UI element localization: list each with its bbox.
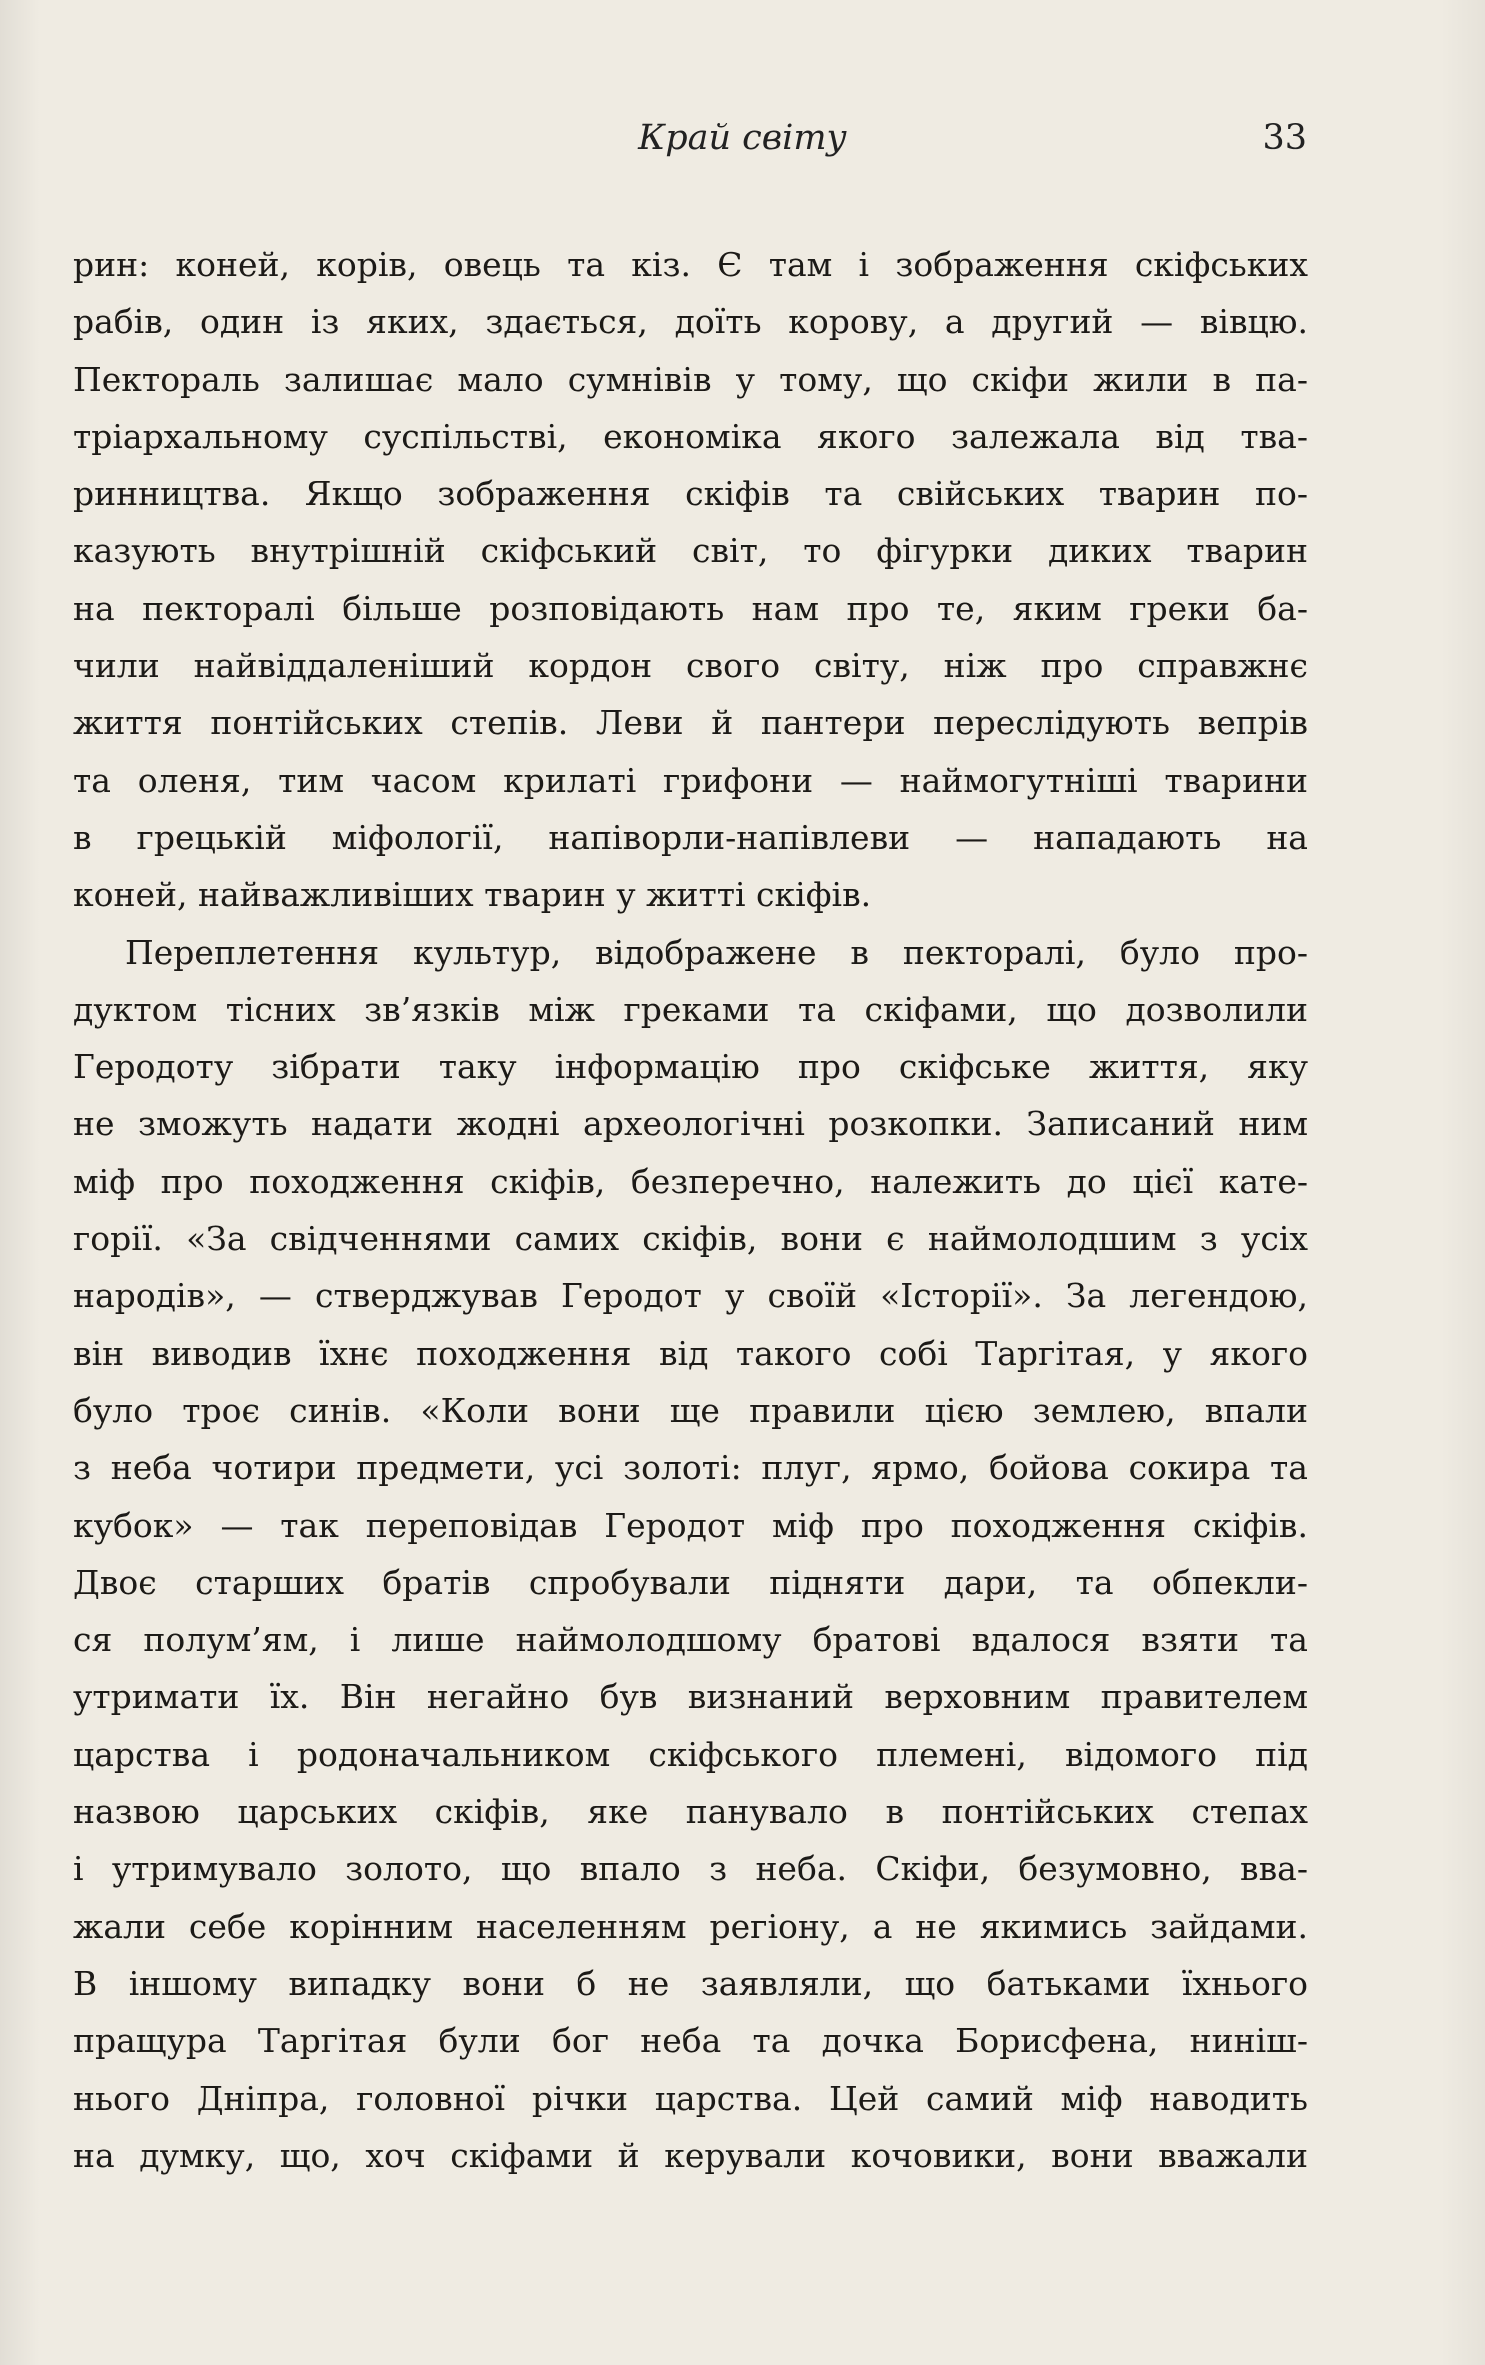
running-head: [0, 108, 1485, 168]
text-line: Пектораль залишає мало сумнівів у тому, що скіфи жили в па-: [73, 359, 1308, 399]
text-line: жали себе корінним населенням регіону, а не якимись зайдами.: [73, 1906, 1308, 1946]
text-line: ринництва. Якщо зображення скіфів та свійських тварин по-: [73, 474, 1308, 514]
text-line: рин: коней, корів, овець та кіз. Є там і зображення скіфських: [73, 245, 1308, 284]
text-line: і утримувало золото, що впало з неба. Скіфи, безумовно, вва-: [73, 1849, 1308, 1889]
text-line: він виводив їхнє походження від такого собі Таргітая, у якого: [73, 1333, 1308, 1373]
text-line: В іншому випадку вони б не заявляли, що батьками їхнього: [73, 1963, 1308, 2003]
text-line: ся полум’ям, і лише наймолодшому братові вдалося взяти та: [73, 1620, 1308, 1660]
text-line: казують внутрішній скіфський світ, то фігурки диких тварин: [73, 531, 1308, 571]
text-line: на пекторалі більше розповідають нам про те, яким греки ба-: [73, 588, 1308, 628]
text-line: чили найвіддаленіший кордон свого світу, ніж про справжнє: [73, 646, 1308, 686]
text-line: міф про походження скіфів, безперечно, належить до цієї кате-: [73, 1161, 1308, 1201]
text-line: Двоє старших братів спробували підняти дари, та обпекли-: [73, 1562, 1308, 1602]
text-line: було троє синів. «Коли вони ще правили цією землею, впали: [73, 1390, 1308, 1430]
text-line: горії. «За свідченнями самих скіфів, вони є наймолодшим з усіх: [73, 1219, 1308, 1259]
text-line: назвою царських скіфів, яке панувало в понтійських степах: [73, 1792, 1308, 1832]
text-line: царства і родоначальником скіфського племені, відомого під: [73, 1734, 1308, 1774]
paragraph-start-line: Переплетення культур, відображене в пекторалі, було про-: [125, 932, 1308, 972]
page-number: 33: [1262, 118, 1307, 158]
text-line: пращура Таргітая були бог неба та дочка Борисфена, ниніш-: [73, 2021, 1308, 2061]
paragraph-end-line: коней, найважливіших тварин у житті скіфів.: [73, 875, 872, 915]
chapter-title: Край світу: [638, 118, 847, 158]
text-line: Геродоту зібрати таку інформацію про скіфське життя, яку: [73, 1047, 1308, 1087]
body-text: [73, 236, 1308, 2184]
text-line: утримати їх. Він негайно був визнаний верховним правителем: [73, 1677, 1308, 1717]
text-line: на думку, що, хоч скіфами й керували кочовики, вони вважали: [73, 2135, 1308, 2175]
text-line: нього Дніпра, головної річки царства. Цей самий міф наводить: [73, 2078, 1308, 2118]
text-line: рабів, один із яких, здається, доїть корову, а другий — вівцю.: [73, 302, 1308, 342]
text-line: кубок» — так переповідав Геродот міф про походження скіфів.: [73, 1505, 1308, 1545]
text-line: життя понтійських степів. Леви й пантери переслідують вепрів: [73, 703, 1308, 743]
text-line: народів», — стверджував Геродот у своїй «Історії». За легендою,: [73, 1276, 1308, 1316]
text-line: та оленя, тим часом крилаті грифони — наймогутніші тварини: [73, 760, 1308, 800]
text-line: дуктом тісних зв’язків між греками та скіфами, що дозволили: [73, 989, 1308, 1029]
text-line: тріархальному суспільстві, економіка якого залежала від тва-: [73, 416, 1308, 456]
text-line: в грецькій міфології, напіворли-напівлеви — нападають на: [73, 817, 1308, 857]
text-line: з неба чотири предмети, усі золоті: плуг, ярмо, бойова сокира та: [73, 1448, 1308, 1488]
text-line: не зможуть надати жодні археологічні розкопки. Записаний ним: [73, 1104, 1308, 1144]
